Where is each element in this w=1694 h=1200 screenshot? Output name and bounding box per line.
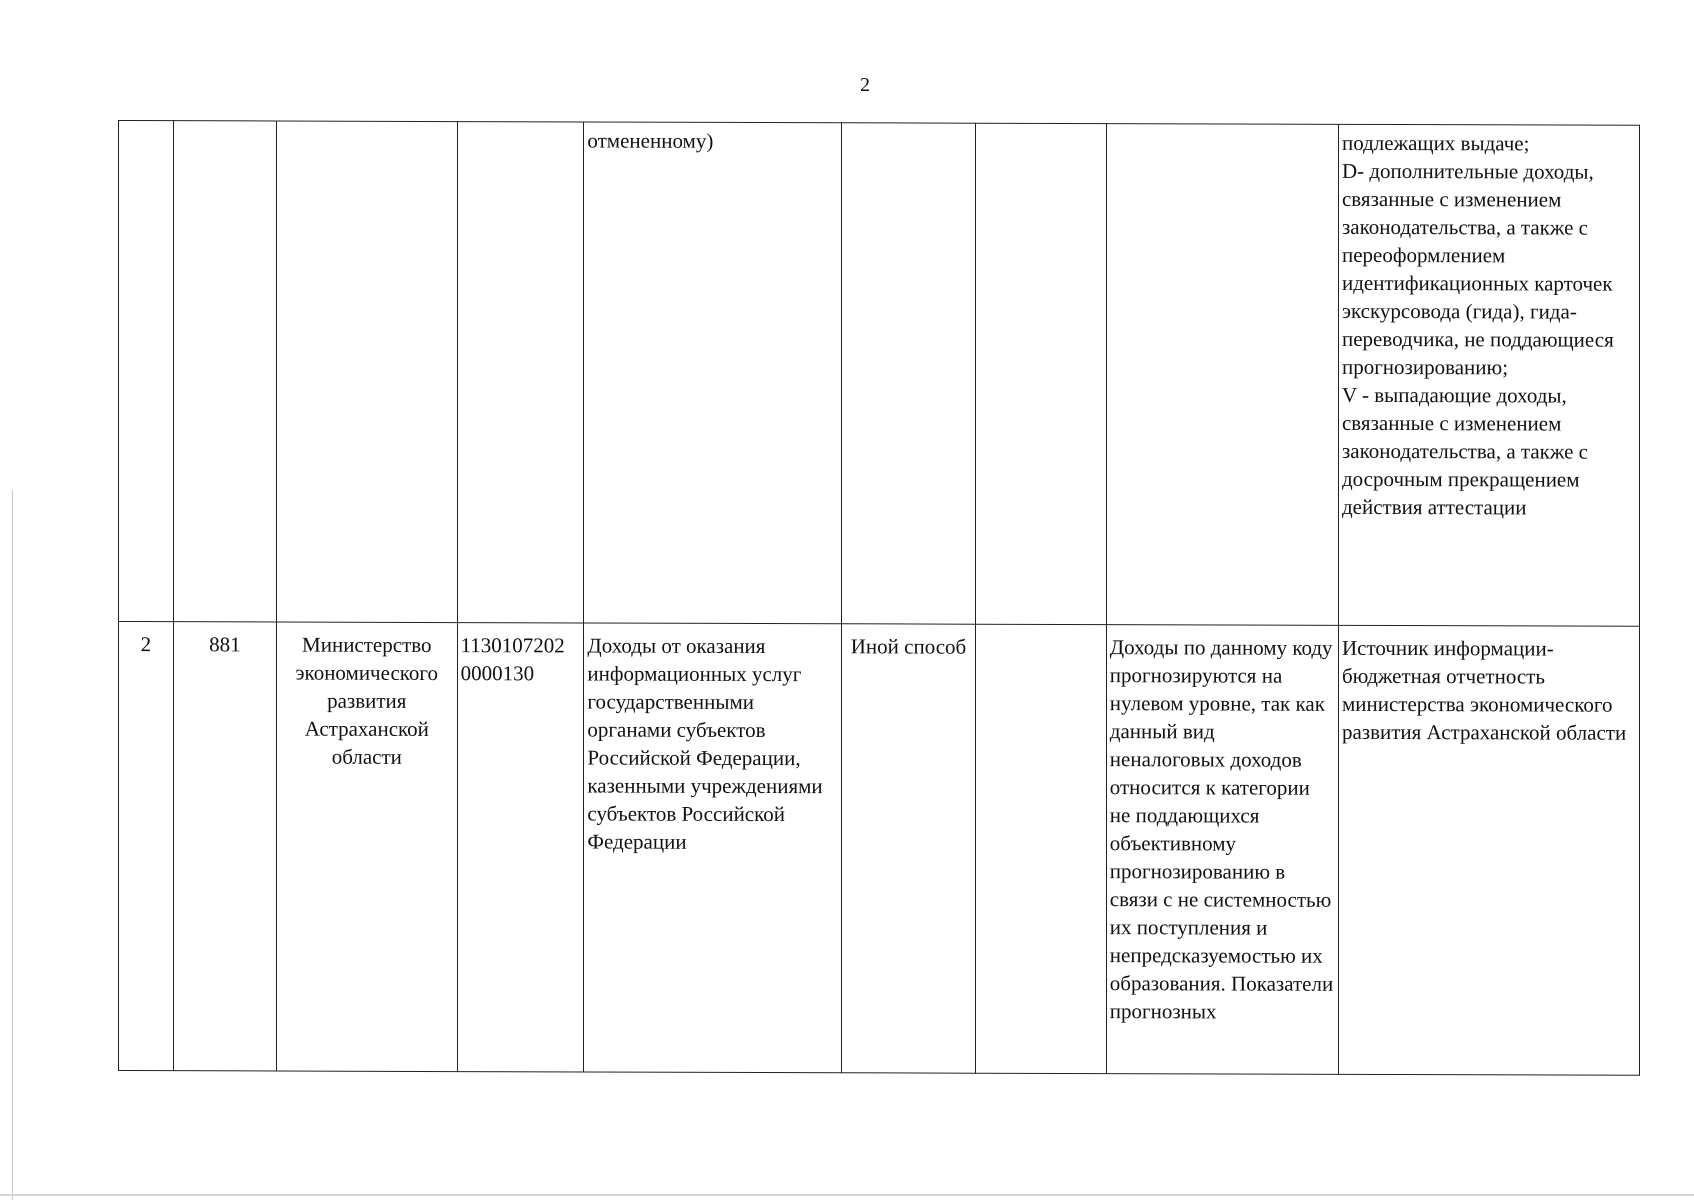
scan-bottom-line (0, 1194, 1694, 1196)
cell-code (173, 121, 276, 622)
cell-administrator (277, 121, 458, 623)
cell-algorithm: Доходы по данному коду прогнозируются на нулевом уровне, так как данный вид неналоговых доходов относится к категории не поддающихся объективному прогнозированию в связи с не системностью их поступления и непредсказуемостью их образования. Показатели прогнозных (1106, 625, 1338, 1075)
table-row (119, 622, 1640, 1076)
scan-edge-line (12, 490, 13, 1200)
source-line-issuance: подлежащих выдаче; (1341, 130, 1530, 156)
page-number: 2 (860, 74, 870, 96)
source-line-lost-income: V - выпадающие доходы, связанные с изменением законодательства, а также с досрочным прекращением действия аттестации (1341, 382, 1588, 520)
revenue-forecast-table (118, 120, 1640, 1076)
cell-source: Источник информации-бюджетная отчетность министерства экономического развития Астраханской области (1338, 625, 1639, 1075)
table-row-continued (119, 121, 1640, 627)
cell-income-name: отмененному) (584, 122, 842, 624)
cell-kbk (457, 122, 584, 623)
cell-algorithm (1106, 124, 1338, 626)
cell-formula (975, 123, 1106, 624)
cell-source (1338, 124, 1639, 626)
cell-number (119, 121, 174, 622)
cell-method: Иной способ (842, 624, 975, 1073)
cell-administrator: Министерство экономического развития Астраханской области (277, 622, 458, 1072)
cell-code: 881 (173, 622, 276, 1071)
cell-formula (975, 624, 1106, 1073)
cell-income-name: Доходы от оказания информационных услуг государственными органами субъектов Российской Федерации, казенными учреждениями субъектов Российской Федерации (584, 623, 842, 1073)
cell-method (842, 123, 975, 624)
cell-kbk: 1130107202 0000130 (457, 623, 584, 1072)
source-line-additional-income: D- дополнительные доходы, связанные с изменением законодательства, а также с переоформлением идентификационных карточек экскурсовода (гида), гида-переводчика, не поддающиеся прогнозированию; (1341, 158, 1614, 380)
cell-number: 2 (119, 622, 174, 1071)
